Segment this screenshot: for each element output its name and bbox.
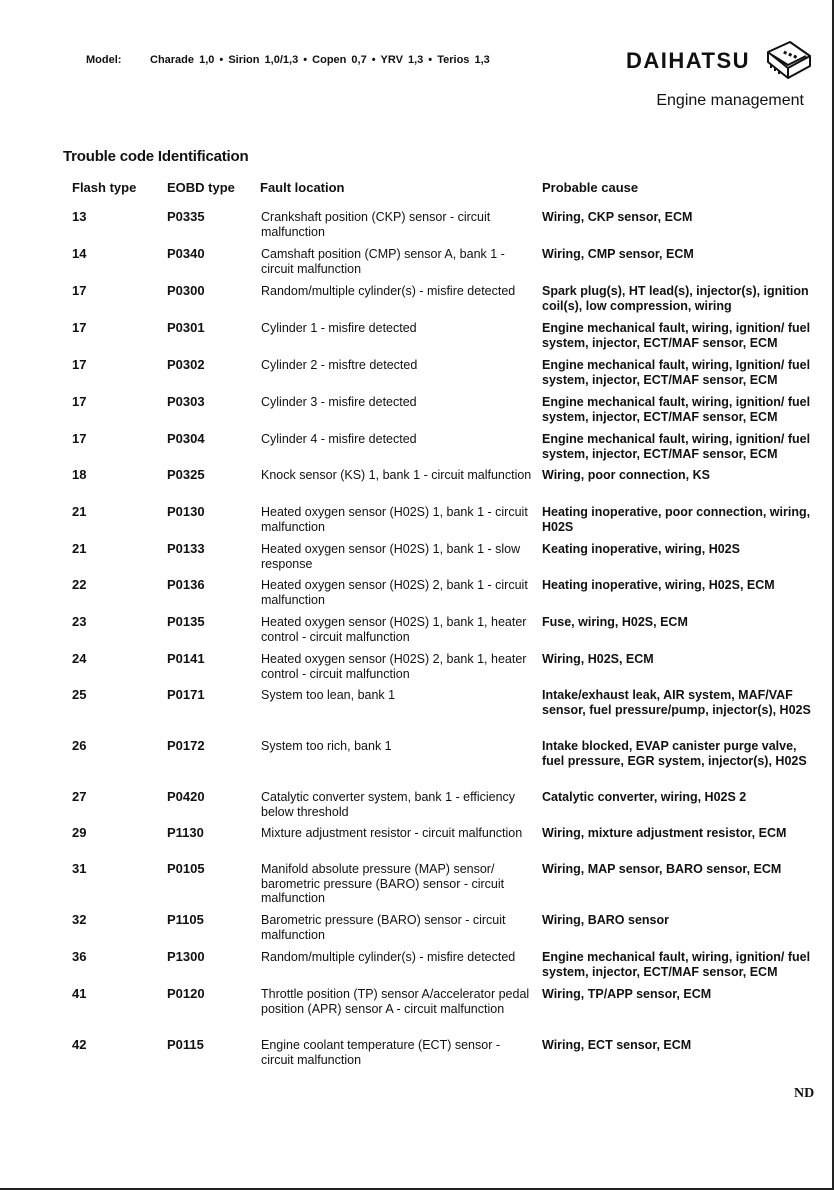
eobd-type-cell: P0130 <box>167 504 205 519</box>
flash-type-cell: 25 <box>72 687 87 702</box>
probable-cause-cell: Heating inoperative, poor connection, wiring, H02S <box>542 505 811 534</box>
flash-type-cell: 17 <box>72 394 87 409</box>
probable-cause-cell: Intake/exhaust leak, AIR system, MAF/VAF sensor, fuel pressure/pump, injector(s), H02S <box>542 688 811 717</box>
eobd-type-cell: P0303 <box>167 394 205 409</box>
flash-type-cell: 41 <box>72 986 87 1001</box>
fault-location-cell: Heated oxygen sensor (H02S) 1, bank 1, heater control - circuit malfunction <box>261 615 527 644</box>
column-header-probable-cause: Probable cause <box>542 180 639 195</box>
probable-cause-cell: Wiring, MAP sensor, BARO sensor, ECM <box>542 862 782 876</box>
probable-cause-cell: Wiring, CKP sensor, ECM <box>542 210 693 224</box>
eobd-type-cell: P0171 <box>167 687 205 702</box>
fault-location-cell: Random/multiple cylinder(s) - misfire detected <box>261 284 516 298</box>
flash-type-cell: 29 <box>72 825 87 840</box>
column-header-eobd-type: EOBD type <box>167 180 235 195</box>
column-header-flash-type: Flash type <box>72 180 137 195</box>
flash-type-cell: 18 <box>72 467 87 482</box>
probable-cause-cell: Wiring, poor connection, KS <box>542 468 710 482</box>
probable-cause-cell: Engine mechanical fault, wiring, ignition/ fuel system, injector, ECT/MAF sensor, ECM <box>542 950 811 979</box>
flash-type-cell: 42 <box>72 1037 87 1052</box>
fault-location-cell: Engine coolant temperature (ECT) sensor - circuit malfunction <box>261 1038 500 1067</box>
eobd-type-cell: P0105 <box>167 861 205 876</box>
eobd-type-cell: P0335 <box>167 209 205 224</box>
flash-type-cell: 23 <box>72 614 87 629</box>
fault-location-cell: System too rich, bank 1 <box>261 739 392 753</box>
probable-cause-cell: Wiring, CMP sensor, ECM <box>542 247 694 261</box>
fault-location-cell: Heated oxygen sensor (H02S) 1, bank 1 - slow response <box>261 542 521 571</box>
fault-location-cell: Knock sensor (KS) 1, bank 1 - circuit malfunction <box>261 468 532 482</box>
fault-location-cell: Cylinder 2 - misftre detected <box>261 358 418 372</box>
model-list: Charade 1,0 • Sirion 1,0/1,3 • Copen 0,7 • YRV 1,3 • Terios 1,3 <box>150 54 490 66</box>
flash-type-cell: 14 <box>72 246 87 261</box>
footer-mark: ND <box>794 1086 815 1101</box>
probable-cause-cell: Wiring, mixture adjustment resistor, ECM <box>542 826 787 840</box>
flash-type-cell: 26 <box>72 738 87 753</box>
flash-type-cell: 13 <box>72 209 87 224</box>
ecu-module-icon <box>762 38 814 82</box>
flash-type-cell: 17 <box>72 357 87 372</box>
flash-type-cell: 27 <box>72 789 87 804</box>
flash-type-cell: 24 <box>72 651 87 666</box>
fault-location-cell: Mixture adjustment resistor - circuit malfunction <box>261 826 523 840</box>
eobd-type-cell: P0301 <box>167 320 205 335</box>
probable-cause-cell: Wiring, ECT sensor, ECM <box>542 1038 692 1052</box>
probable-cause-cell: Wiring, BARO sensor <box>542 913 669 927</box>
eobd-type-cell: P0340 <box>167 246 205 261</box>
flash-type-cell: 36 <box>72 949 87 964</box>
fault-location-cell: System too lean, bank 1 <box>261 688 396 702</box>
probable-cause-cell: Engine mechanical fault, wiring, ignition/ fuel system, injector, ECT/MAF sensor, ECM <box>542 395 811 424</box>
probable-cause-cell: Wiring, TP/APP sensor, ECM <box>542 987 712 1001</box>
fault-location-cell: Heated oxygen sensor (H02S) 2, bank 1 - circuit malfunction <box>261 578 528 607</box>
flash-type-cell: 21 <box>72 541 87 556</box>
eobd-type-cell: P0115 <box>167 1037 204 1052</box>
fault-location-cell: Catalytic converter system, bank 1 - efficiency below threshold <box>261 790 516 819</box>
page-title: Trouble code Identification <box>63 148 249 165</box>
eobd-type-cell: P0300 <box>167 283 205 298</box>
eobd-type-cell: P0172 <box>167 738 205 753</box>
fault-location-cell: Cylinder 3 - misfire detected <box>261 395 417 409</box>
probable-cause-cell: Fuse, wiring, H02S, ECM <box>542 615 688 629</box>
flash-type-cell: 32 <box>72 912 87 927</box>
flash-type-cell: 21 <box>72 504 87 519</box>
eobd-type-cell: P0136 <box>167 577 205 592</box>
fault-location-cell: Barometric pressure (BARO) sensor - circuit malfunction <box>261 913 506 942</box>
eobd-type-cell: P0420 <box>167 789 205 804</box>
eobd-type-cell: P0325 <box>167 467 205 482</box>
eobd-type-cell: P0120 <box>167 986 205 1001</box>
eobd-type-cell: P0302 <box>167 357 205 372</box>
fault-location-cell: Heated oxygen sensor (H02S) 1, bank 1 - circuit malfunction <box>261 505 528 534</box>
column-header-fault-location: Fault location <box>260 180 345 195</box>
eobd-type-cell: P0304 <box>167 431 205 446</box>
fault-location-cell: Random/multiple cylinder(s) - misfire detected <box>261 950 516 964</box>
probable-cause-cell: Engine mechanical fault, wiring, Ignition/ fuel system, injector, ECT/MAF sensor, ECM <box>542 358 811 387</box>
fault-location-cell: Crankshaft position (CKP) sensor - circuit malfunction <box>261 210 491 239</box>
probable-cause-cell: Catalytic converter, wiring, H02S 2 <box>542 790 747 804</box>
fault-location-cell: Cylinder 4 - misfire detected <box>261 432 417 446</box>
eobd-type-cell: P0141 <box>167 651 205 666</box>
eobd-type-cell: P0133 <box>167 541 205 556</box>
brand-name: DAIHATSU <box>626 48 751 73</box>
model-label: Model: <box>86 54 122 66</box>
eobd-type-cell: P1300 <box>167 949 205 964</box>
probable-cause-cell: Engine mechanical fault, wiring, ignition/ fuel system, injector, ECT/MAF sensor, ECM <box>542 321 811 350</box>
eobd-type-cell: P0135 <box>167 614 205 629</box>
flash-type-cell: 17 <box>72 320 87 335</box>
flash-type-cell: 22 <box>72 577 87 592</box>
probable-cause-cell: Engine mechanical fault, wiring, ignition/ fuel system, injector, ECT/MAF sensor, ECM <box>542 432 811 461</box>
fault-location-cell: Manifold absolute pressure (MAP) sensor/ barometric pressure (BARO) sensor - circuit malfunction <box>261 862 505 905</box>
flash-type-cell: 31 <box>72 861 87 876</box>
fault-location-cell: Camshaft position (CMP) sensor A, bank 1 - circuit malfunction <box>261 247 505 276</box>
flash-type-cell: 17 <box>72 283 87 298</box>
fault-location-cell: Cylinder 1 - misfire detected <box>261 321 417 335</box>
probable-cause-cell: Spark plug(s), HT lead(s), injector(s), ignition coil(s), low compression, wiring <box>542 284 809 313</box>
probable-cause-cell: Keating inoperative, wiring, H02S <box>542 542 740 556</box>
eobd-type-cell: P1130 <box>167 825 204 840</box>
probable-cause-cell: Wiring, H02S, ECM <box>542 652 654 666</box>
flash-type-cell: 17 <box>72 431 87 446</box>
probable-cause-cell: Heating inoperative, wiring, H02S, ECM <box>542 578 775 592</box>
section-name: Engine management <box>656 92 804 109</box>
probable-cause-cell: Intake blocked, EVAP canister purge valve, fuel pressure, EGR system, injector(s), H02S <box>542 739 807 768</box>
fault-location-cell: Heated oxygen sensor (H02S) 2, bank 1, heater control - circuit malfunction <box>261 652 527 681</box>
eobd-type-cell: P1105 <box>167 912 204 927</box>
fault-location-cell: Throttle position (TP) sensor A/accelerator pedal position (APR) sensor A - circuit malfunction <box>261 987 530 1016</box>
